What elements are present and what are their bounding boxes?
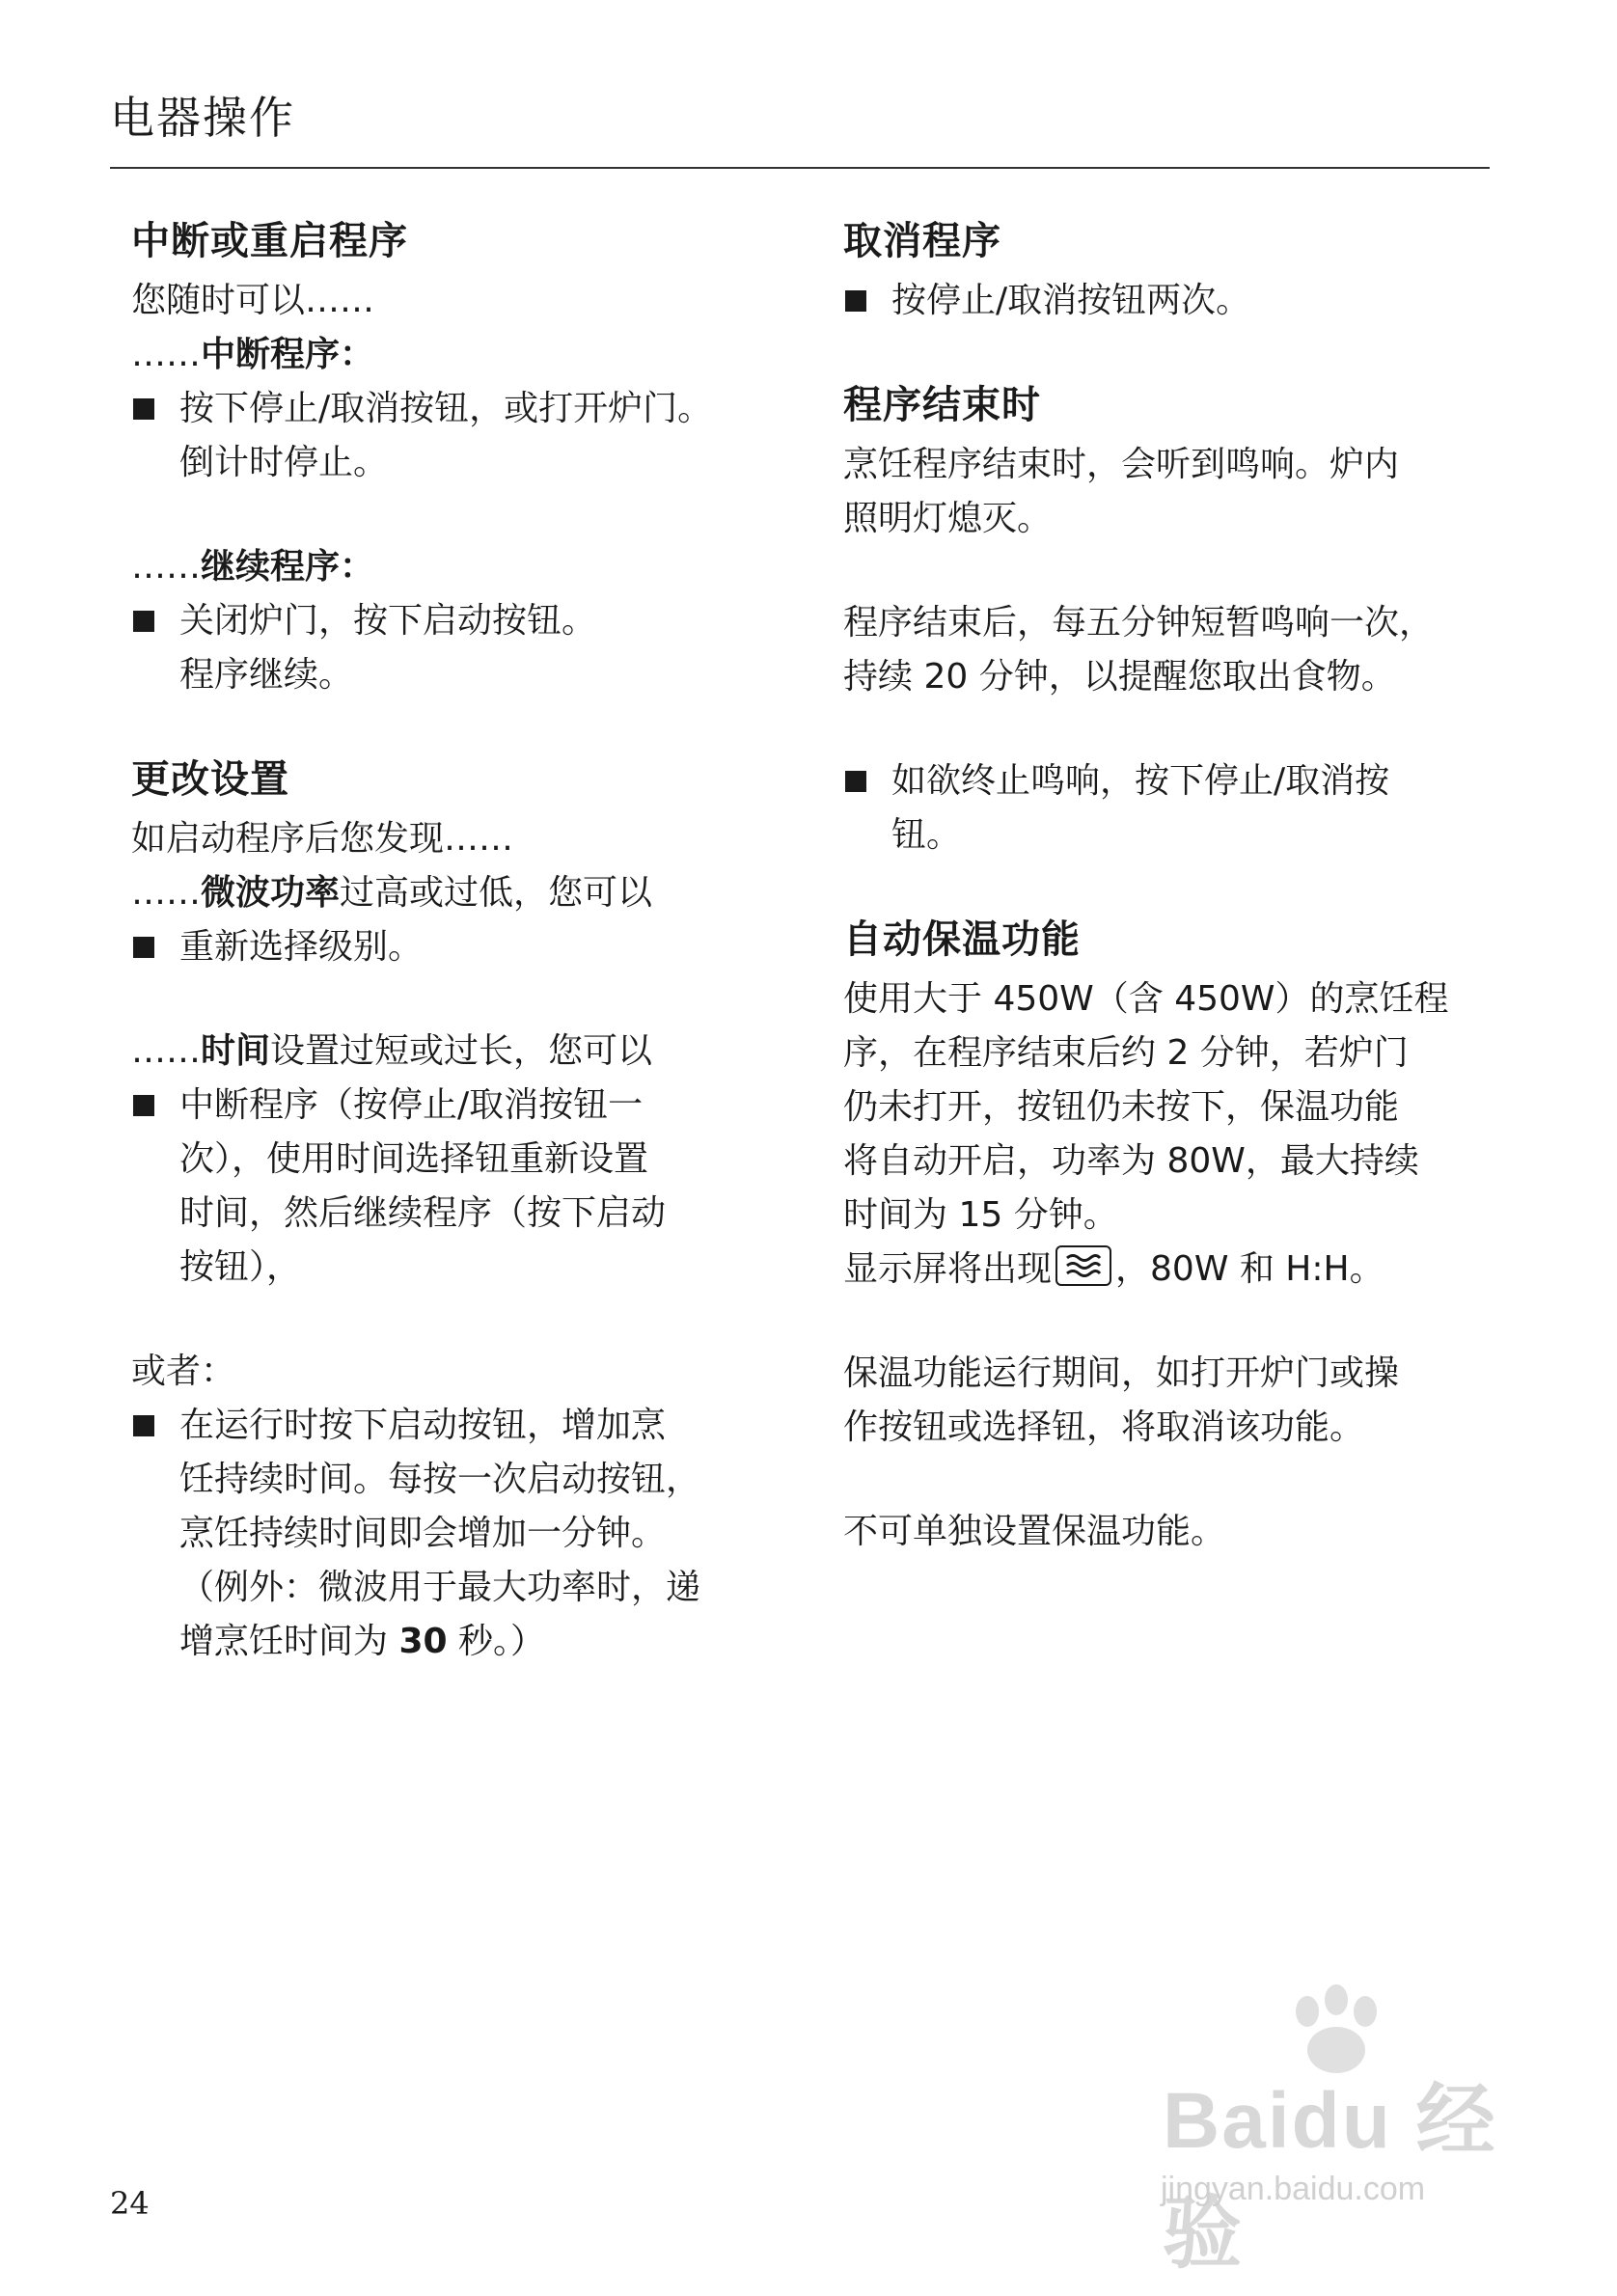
list-item: 关闭炉门，按下启动按钮。 程序继续。 (131, 594, 787, 702)
interrupt-intro: 您随时可以…… (131, 281, 375, 320)
square-bullet-icon (133, 1095, 154, 1116)
section-title-change-settings: 更改设置 (131, 757, 289, 802)
program-end-p2: 程序结束后，每五分钟短暂鸣响一次， 持续 20 分钟，以提醒您取出食物。 (843, 603, 1435, 697)
list-item: 按停止/取消按钮两次。 (843, 274, 1499, 328)
time-subheading: ……时间设置过短或过长，您可以 (131, 1031, 653, 1071)
square-bullet-icon (133, 611, 154, 632)
list-item: 中断程序（按停止/取消按钮一 次），使用时间选择钮重新设置 时间，然后继续程序（按下启动 按钮）， (131, 1079, 787, 1295)
section-title-program-end: 程序结束时 (843, 383, 1041, 427)
program-end-p1: 烹饪程序结束时，会听到鸣响。炉内 照明灯熄灭。 (843, 445, 1400, 538)
list-item: 重新选择级别。 (131, 920, 787, 974)
watermark-brand: Baidu 经验 (1163, 2077, 1497, 2278)
keep-warm-p3: 保温功能运行期间，如打开炉门或操 作按钮或选择钮，将取消该功能。 (843, 1353, 1400, 1447)
square-bullet-icon (133, 1415, 154, 1436)
section-title-cancel: 取消程序 (843, 219, 1001, 263)
list-item: 按下停止/取消按钮，或打开炉门。 倒计时停止。 (131, 382, 787, 490)
square-bullet-icon (133, 937, 154, 958)
keep-warm-display-line: 显示屏将出现 ，80W 和 H:H。 (843, 1243, 1499, 1297)
list-item: 如欲终止鸣响，按下停止/取消按 钮。 (843, 754, 1499, 862)
square-bullet-icon (845, 290, 866, 312)
section-title-keep-warm: 自动保温功能 (843, 917, 1081, 962)
square-bullet-icon (845, 771, 866, 792)
interrupt-subheading: ……中断程序： (131, 335, 375, 374)
keep-warm-p4: 不可单独设置保温功能。 (843, 1512, 1226, 1551)
page-number: 24 (110, 2185, 150, 2222)
power-subheading: ……微波功率过高或过低，您可以 (131, 873, 653, 913)
right-column (843, 214, 1499, 1559)
or-text: 或者： (131, 1352, 236, 1391)
change-intro: 如启动程序后您发现…… (131, 819, 514, 859)
header-divider (110, 167, 1490, 169)
watermark-url: jingyan.baidu.com (1161, 2171, 1426, 2207)
list-item: 在运行时按下启动按钮，增加烹 饪持续时间。每按一次启动按钮， 烹饪持续时间即会增加一分钟。 （例外：微波用于最大功率时，递 增烹饪时间为 30 秒。） (131, 1399, 787, 1669)
keep-warm-p1: 使用大于 450W（含 450W）的烹饪程 序，在程序结束后约 2 分钟，若炉门 仍未打开，按钮仍未按下，保温功能 将自动开启，功率为 80W，最大持续 时间为 15 分钟。 (843, 979, 1449, 1235)
page-title: 电器操作 (110, 92, 295, 144)
resume-subheading: ……继续程序： (131, 547, 375, 587)
left-column (131, 214, 787, 1669)
section-title-interrupt: 中断或重启程序 (131, 219, 408, 263)
baidu-watermark (1143, 1982, 1529, 2278)
square-bullet-icon (133, 398, 154, 420)
keep-warm-icon (1055, 1245, 1111, 1286)
